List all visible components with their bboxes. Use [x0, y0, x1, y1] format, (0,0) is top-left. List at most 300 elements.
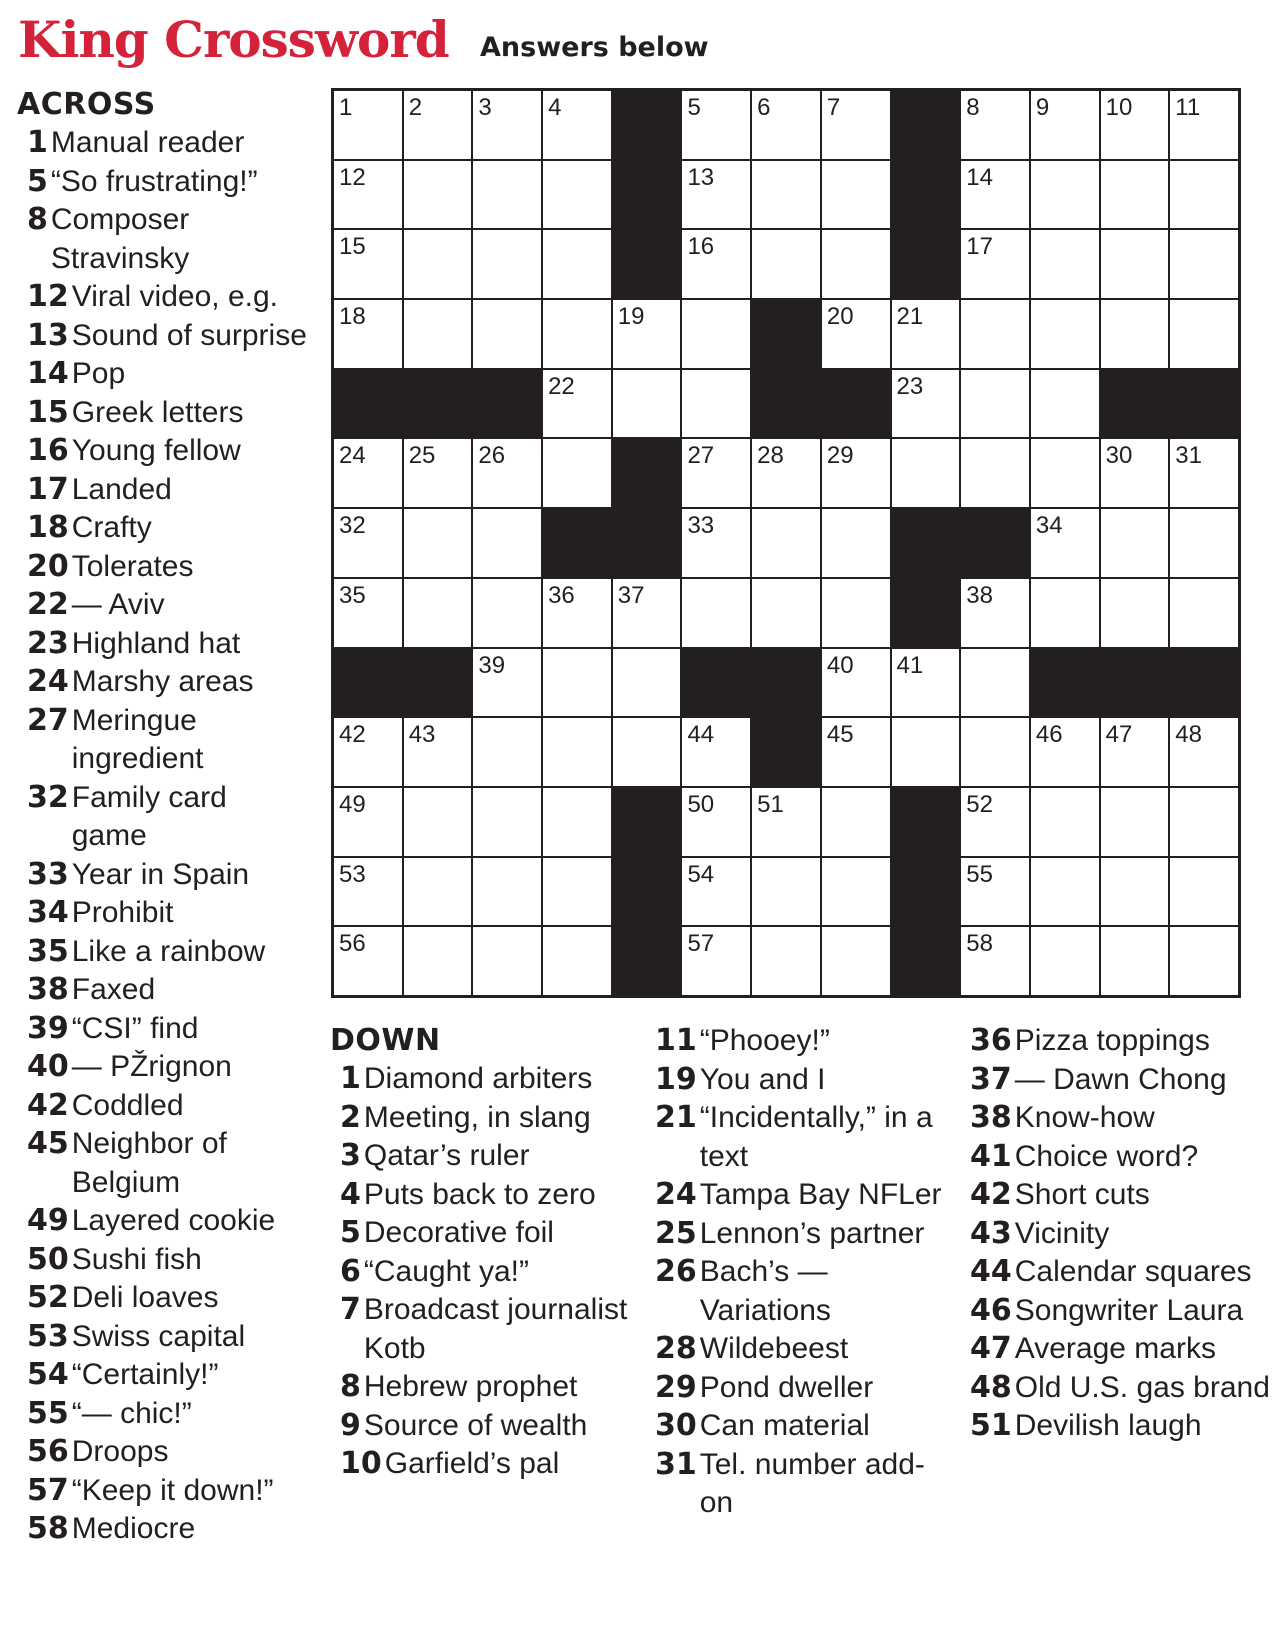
grid-cell[interactable] — [473, 858, 541, 926]
clue-number: 33 — [27, 856, 69, 892]
clue-number: 17 — [27, 471, 69, 507]
grid-cell[interactable] — [473, 300, 541, 368]
grid-cell[interactable] — [892, 439, 960, 507]
cell-number: 40 — [826, 651, 854, 679]
grid-cell[interactable] — [543, 788, 611, 856]
grid-cell[interactable] — [1031, 509, 1099, 577]
grid-cell[interactable] — [1170, 509, 1238, 577]
grid-cell[interactable] — [334, 579, 402, 647]
grid-cell[interactable] — [1031, 788, 1099, 856]
across-clues — [17, 86, 307, 1549]
grid-cell[interactable] — [334, 858, 402, 926]
clue-text: “So frustrating!” — [50, 164, 258, 198]
clue-text: Can material — [699, 1409, 870, 1442]
clue-item — [340, 1060, 630, 1099]
clue-item — [27, 509, 307, 548]
clue-number: 1 — [340, 1061, 361, 1096]
grid-cell[interactable] — [334, 230, 402, 298]
grid-cell[interactable] — [1101, 718, 1169, 786]
cell-number: 29 — [826, 442, 854, 470]
clue-item — [27, 394, 307, 433]
clue-text: Tampa Bay NFLer — [699, 1178, 942, 1211]
clue-number: 55 — [27, 1395, 69, 1431]
clue-number: 41 — [970, 1138, 1012, 1174]
clue-number: 5 — [27, 163, 48, 199]
grid-cell[interactable] — [822, 300, 890, 368]
clue-number: 53 — [27, 1318, 69, 1354]
cell-number: 34 — [1035, 512, 1063, 540]
cell-number: 23 — [896, 372, 924, 400]
grid-cell[interactable] — [1031, 718, 1099, 786]
grid-black-square — [752, 370, 820, 438]
grid-cell[interactable] — [752, 439, 820, 507]
clue-text: Manual reader — [50, 126, 245, 159]
clue-item — [970, 1138, 1270, 1177]
grid-cell[interactable] — [1101, 927, 1169, 995]
grid-black-square — [613, 230, 681, 298]
clue-item — [340, 1407, 630, 1446]
clue-text: Know-how — [1014, 1101, 1155, 1134]
grid-cell[interactable] — [1031, 370, 1099, 438]
cell-number: 10 — [1105, 94, 1133, 121]
grid-cell[interactable] — [822, 788, 890, 856]
down-heading: DOWN — [330, 1023, 441, 1058]
clue-item — [27, 163, 307, 202]
grid-cell[interactable] — [1170, 300, 1238, 368]
clue-item — [970, 1292, 1270, 1331]
grid-cell[interactable] — [473, 579, 541, 647]
clue-number: 38 — [27, 972, 69, 1007]
clue-text: Sushi fish — [71, 1242, 202, 1276]
clue-text: Meeting, in slang — [363, 1100, 591, 1134]
grid-cell[interactable] — [473, 788, 541, 856]
grid-cell[interactable] — [543, 439, 611, 507]
clue-number: 23 — [27, 625, 69, 661]
grid-cell[interactable] — [543, 370, 611, 438]
grid-cell[interactable] — [752, 509, 820, 577]
grid-cell[interactable] — [1170, 858, 1238, 926]
grid-cell[interactable] — [404, 161, 472, 229]
clue-text: Year in Spain — [71, 857, 250, 891]
grid-cell[interactable] — [961, 788, 1029, 856]
across-clue-list — [27, 124, 307, 1549]
grid-cell[interactable] — [1101, 161, 1169, 229]
grid-cell[interactable] — [543, 161, 611, 229]
grid-cell[interactable] — [822, 161, 890, 229]
clue-text: “CSI” find — [71, 1011, 199, 1045]
clue-item — [27, 663, 307, 702]
cell-number: 28 — [757, 442, 784, 470]
grid-cell[interactable] — [1101, 509, 1169, 577]
grid-cell[interactable] — [543, 300, 611, 368]
grid-cell[interactable] — [682, 858, 750, 926]
clue-item — [655, 1330, 945, 1369]
clue-item — [27, 702, 307, 779]
cell-number: 13 — [687, 163, 715, 191]
cell-number: 39 — [478, 651, 506, 679]
cell-number: 53 — [339, 860, 366, 888]
clue-number: 47 — [970, 1331, 1012, 1366]
grid-cell[interactable] — [334, 439, 402, 507]
grid-black-square — [892, 579, 960, 647]
grid-cell[interactable] — [1170, 161, 1238, 229]
clue-text: “Phooey!” — [699, 1024, 830, 1057]
grid-cell[interactable] — [1031, 300, 1099, 368]
grid-cell[interactable] — [822, 579, 890, 647]
cell-number: 51 — [757, 790, 784, 818]
clue-text: Faxed — [71, 973, 156, 1006]
clue-item — [27, 124, 307, 163]
clue-number: 6 — [340, 1253, 361, 1289]
grid-cell[interactable] — [543, 91, 611, 159]
clue-text: Broadcast journalist Kotb — [363, 1293, 628, 1365]
grid-cell[interactable] — [752, 927, 820, 995]
clue-item — [655, 1022, 945, 1061]
clue-item — [655, 1099, 945, 1176]
grid-cell[interactable] — [822, 439, 890, 507]
clue-item — [655, 1407, 945, 1446]
grid-cell[interactable] — [822, 649, 890, 717]
clue-text: Average marks — [1014, 1332, 1216, 1365]
cell-number: 21 — [896, 303, 924, 331]
clue-item — [27, 856, 307, 895]
grid-cell[interactable] — [822, 509, 890, 577]
cell-number: 9 — [1035, 94, 1050, 121]
grid-cell[interactable] — [1170, 579, 1238, 647]
grid-cell[interactable] — [613, 300, 681, 368]
cell-number: 17 — [966, 233, 993, 261]
grid-cell[interactable] — [752, 788, 820, 856]
grid-cell[interactable] — [822, 927, 890, 995]
grid-cell[interactable] — [1101, 230, 1169, 298]
grid-cell[interactable] — [752, 230, 820, 298]
clue-item — [970, 1176, 1270, 1215]
cell-number: 26 — [478, 442, 506, 470]
cell-number: 12 — [339, 163, 366, 191]
grid-cell[interactable] — [613, 370, 681, 438]
grid-cell[interactable] — [682, 439, 750, 507]
clue-text: Droops — [71, 1435, 169, 1468]
clue-item — [970, 1022, 1270, 1061]
cell-number: 20 — [826, 303, 854, 331]
grid-black-square — [892, 858, 960, 926]
grid-cell[interactable] — [334, 509, 402, 577]
grid-black-square — [473, 370, 541, 438]
grid-cell[interactable] — [892, 649, 960, 717]
grid-cell[interactable] — [404, 230, 472, 298]
clue-item — [27, 1048, 307, 1087]
grid-cell[interactable] — [682, 579, 750, 647]
grid-cell[interactable] — [822, 858, 890, 926]
clue-text: Puts back to zero — [363, 1177, 596, 1211]
grid-cell[interactable] — [892, 718, 960, 786]
grid-cell[interactable] — [682, 718, 750, 786]
clue-number: 35 — [27, 933, 69, 969]
clue-number: 14 — [27, 356, 69, 391]
grid-cell[interactable] — [1031, 858, 1099, 926]
grid-cell[interactable] — [404, 91, 472, 159]
grid-cell[interactable] — [334, 788, 402, 856]
grid-cell[interactable] — [1101, 91, 1169, 159]
grid-cell[interactable] — [682, 788, 750, 856]
grid-cell[interactable] — [822, 91, 890, 159]
cell-number: 46 — [1035, 721, 1063, 749]
grid-cell[interactable] — [1031, 91, 1099, 159]
clue-text: Pop — [71, 357, 126, 390]
clue-text: Diamond arbiters — [363, 1062, 593, 1095]
grid-cell[interactable] — [543, 230, 611, 298]
grid-cell[interactable] — [1101, 579, 1169, 647]
cell-number: 57 — [687, 930, 715, 958]
clue-number: 44 — [970, 1254, 1012, 1289]
clue-text: You and I — [699, 1062, 826, 1096]
clue-item — [27, 779, 307, 856]
clue-item — [655, 1253, 945, 1330]
clue-text: Landed — [71, 472, 172, 506]
grid-cell[interactable] — [752, 91, 820, 159]
grid-cell[interactable] — [961, 649, 1029, 717]
grid-cell[interactable] — [682, 300, 750, 368]
grid-black-square — [682, 649, 750, 717]
grid-cell[interactable] — [1031, 579, 1099, 647]
clue-text: Pond dweller — [699, 1370, 874, 1404]
grid-black-square — [892, 927, 960, 995]
clue-item — [27, 201, 307, 278]
grid-cell[interactable] — [822, 718, 890, 786]
clue-number: 56 — [27, 1434, 69, 1469]
clue-number: 24 — [655, 1177, 697, 1212]
grid-cell[interactable] — [1170, 439, 1238, 507]
grid-cell[interactable] — [473, 230, 541, 298]
grid-black-square — [613, 927, 681, 995]
grid-cell[interactable] — [613, 579, 681, 647]
grid-black-square — [752, 718, 820, 786]
cell-number: 43 — [408, 721, 436, 749]
clue-text: Composer Stravinsky — [50, 203, 190, 275]
grid-cell[interactable] — [752, 579, 820, 647]
grid-cell[interactable] — [404, 718, 472, 786]
grid-cell[interactable] — [752, 161, 820, 229]
clue-text: Bach’s — Variations — [699, 1255, 831, 1327]
cell-number: 2 — [408, 94, 423, 121]
grid-cell[interactable] — [334, 91, 402, 159]
grid-cell[interactable] — [961, 91, 1029, 159]
grid-cell[interactable] — [682, 161, 750, 229]
clue-text: Tolerates — [71, 549, 194, 583]
grid-cell[interactable] — [404, 927, 472, 995]
grid-cell[interactable] — [752, 858, 820, 926]
answers-note: Answers below — [480, 32, 709, 63]
cell-number: 15 — [339, 233, 366, 261]
clue-number: 15 — [27, 394, 69, 430]
grid-cell[interactable] — [682, 509, 750, 577]
clue-item — [27, 1125, 307, 1202]
grid-black-square — [892, 788, 960, 856]
grid-cell[interactable] — [961, 161, 1029, 229]
clue-text: “Keep it down!” — [71, 1473, 274, 1507]
down-clues-col-1 — [330, 1022, 630, 1484]
grid-cell[interactable] — [334, 161, 402, 229]
clue-number: 39 — [27, 1010, 69, 1046]
grid-cell[interactable] — [543, 858, 611, 926]
grid-cell[interactable] — [892, 370, 960, 438]
grid-black-square — [613, 509, 681, 577]
grid-cell[interactable] — [1031, 230, 1099, 298]
grid-cell[interactable] — [961, 927, 1029, 995]
grid-cell[interactable] — [1170, 718, 1238, 786]
clue-text: Mediocre — [71, 1512, 196, 1545]
clue-number: 45 — [27, 1126, 69, 1161]
clue-text: Calendar squares — [1014, 1255, 1252, 1288]
clue-number: 29 — [655, 1369, 697, 1405]
grid-cell[interactable] — [334, 300, 402, 368]
cell-number: 56 — [339, 930, 366, 958]
clue-number: 8 — [340, 1369, 361, 1404]
cell-number: 37 — [617, 581, 645, 609]
clue-number: 7 — [340, 1292, 361, 1327]
clue-number: 25 — [655, 1215, 697, 1251]
grid-cell[interactable] — [1031, 927, 1099, 995]
clue-text: Greek letters — [71, 395, 244, 429]
cell-number: 19 — [617, 303, 645, 331]
grid-cell[interactable] — [682, 370, 750, 438]
grid-cell[interactable] — [404, 788, 472, 856]
clue-number: 24 — [27, 664, 69, 699]
grid-cell[interactable] — [682, 927, 750, 995]
grid-cell[interactable] — [404, 300, 472, 368]
grid-black-square — [892, 161, 960, 229]
grid-cell[interactable] — [473, 927, 541, 995]
grid-cell[interactable] — [543, 927, 611, 995]
clue-number: 31 — [655, 1446, 697, 1482]
clue-item — [27, 1010, 307, 1049]
down-clue-list-1 — [340, 1060, 630, 1484]
grid-cell[interactable] — [961, 370, 1029, 438]
cell-number: 22 — [548, 372, 575, 400]
clue-item — [27, 586, 307, 625]
grid-cell[interactable] — [543, 718, 611, 786]
grid-cell[interactable] — [404, 858, 472, 926]
clue-number: 2 — [340, 1099, 361, 1135]
clue-item — [27, 355, 307, 394]
clue-item — [27, 1356, 307, 1395]
cell-number: 54 — [687, 860, 715, 888]
clue-number: 18 — [27, 510, 69, 545]
clue-number: 48 — [970, 1369, 1012, 1405]
grid-cell[interactable] — [1170, 230, 1238, 298]
grid-cell[interactable] — [473, 649, 541, 717]
clue-text: Family card game — [71, 780, 227, 852]
clue-number: 43 — [970, 1215, 1012, 1251]
clue-item — [340, 1176, 630, 1215]
grid-cell[interactable] — [473, 718, 541, 786]
clue-item — [27, 1279, 307, 1318]
grid-cell[interactable] — [961, 718, 1029, 786]
grid-cell[interactable] — [1101, 788, 1169, 856]
clue-number: 38 — [970, 1100, 1012, 1135]
puzzle-title: King Crossword — [18, 10, 449, 69]
grid-cell[interactable] — [961, 579, 1029, 647]
grid-cell[interactable] — [1170, 788, 1238, 856]
clue-text: Old U.S. gas brand — [1014, 1370, 1270, 1404]
grid-cell[interactable] — [613, 649, 681, 717]
grid-cell[interactable] — [682, 230, 750, 298]
cell-number: 42 — [339, 721, 366, 749]
grid-cell[interactable] — [961, 300, 1029, 368]
clue-item — [27, 1241, 307, 1280]
clue-number: 20 — [27, 548, 69, 584]
clue-item — [27, 1202, 307, 1241]
grid-cell[interactable] — [473, 161, 541, 229]
grid-cell[interactable] — [1170, 927, 1238, 995]
grid-cell[interactable] — [613, 718, 681, 786]
clue-item — [27, 894, 307, 933]
grid-cell[interactable] — [961, 858, 1029, 926]
grid-cell[interactable] — [961, 439, 1029, 507]
cell-number: 32 — [339, 512, 366, 540]
cell-number: 11 — [1175, 94, 1201, 121]
cell-number: 25 — [408, 442, 436, 470]
cell-number: 55 — [966, 860, 993, 888]
clue-text: Highland hat — [71, 626, 241, 660]
clue-item — [340, 1099, 630, 1138]
grid-cell[interactable] — [334, 927, 402, 995]
grid-cell[interactable] — [543, 579, 611, 647]
clue-number: 42 — [970, 1177, 1012, 1212]
clue-number: 36 — [970, 1023, 1012, 1058]
grid-cell[interactable] — [543, 649, 611, 717]
grid-black-square — [404, 649, 472, 717]
grid-cell[interactable] — [892, 300, 960, 368]
clue-number: 49 — [27, 1203, 69, 1238]
grid-cell[interactable] — [334, 718, 402, 786]
grid-cell[interactable] — [1101, 300, 1169, 368]
grid-cell[interactable] — [404, 579, 472, 647]
clue-number: 58 — [27, 1511, 69, 1546]
clue-item — [655, 1176, 945, 1215]
cell-number: 1 — [339, 94, 353, 121]
grid-cell[interactable] — [822, 230, 890, 298]
cell-number: 48 — [1175, 721, 1202, 749]
clue-text: Deli loaves — [71, 1281, 219, 1314]
clue-number: 22 — [27, 587, 69, 622]
grid-cell[interactable] — [1170, 91, 1238, 159]
grid-cell[interactable] — [404, 509, 472, 577]
clue-text: “Caught ya!” — [363, 1254, 529, 1288]
clue-number: 9 — [340, 1407, 361, 1443]
grid-cell[interactable] — [1101, 439, 1169, 507]
grid-cell[interactable] — [404, 439, 472, 507]
clue-number: 27 — [27, 702, 69, 738]
grid-cell[interactable] — [1031, 439, 1099, 507]
grid-cell[interactable] — [473, 509, 541, 577]
grid-cell[interactable] — [682, 91, 750, 159]
grid-black-square — [892, 91, 960, 159]
clue-number: 34 — [27, 895, 69, 930]
grid-cell[interactable] — [473, 439, 541, 507]
grid-cell[interactable] — [961, 230, 1029, 298]
clue-item — [340, 1445, 630, 1484]
clue-item — [655, 1446, 945, 1523]
clue-number: 8 — [27, 202, 48, 237]
cell-number: 18 — [339, 303, 366, 331]
clue-item — [27, 625, 307, 664]
grid-cell[interactable] — [473, 91, 541, 159]
grid-cell[interactable] — [1031, 161, 1099, 229]
grid-cell[interactable] — [1101, 858, 1169, 926]
clue-text: Prohibit — [71, 896, 174, 929]
clue-item — [340, 1368, 630, 1407]
